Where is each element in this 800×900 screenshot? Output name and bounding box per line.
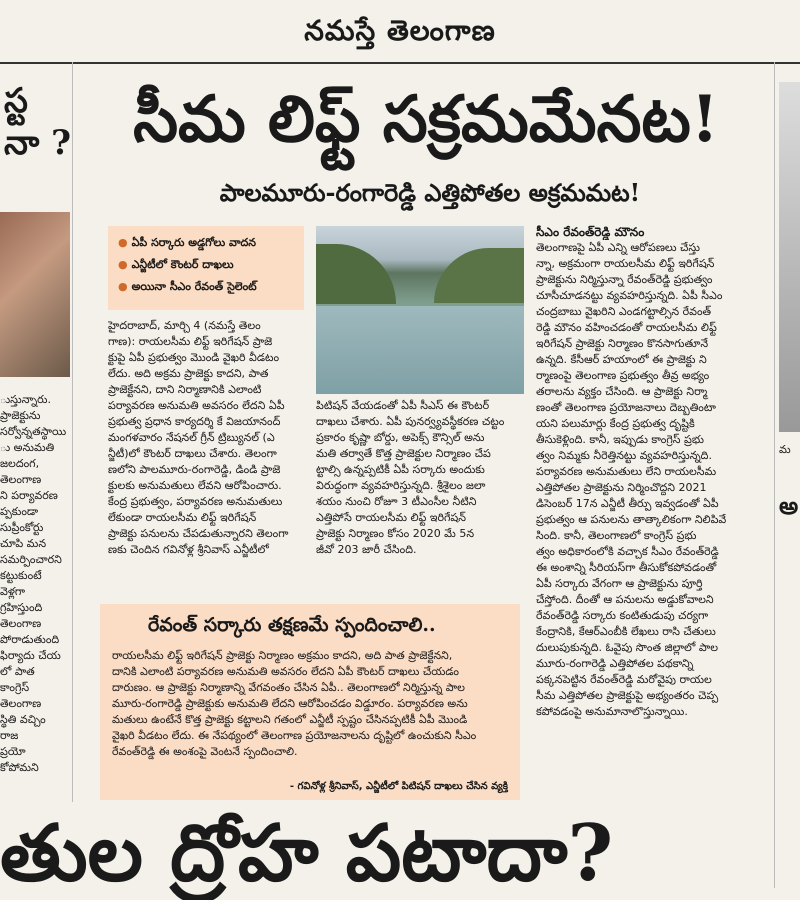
- text-line: సీమ ఎత్తిపోతల ప్రాజెక్టుపై అభ్యంతరం చెప్ప: [536, 689, 719, 702]
- article-subheadline: పాలమూరు-రంగారెడ్డి ఎత్తిపోతల అక్రమమట!: [219, 178, 641, 207]
- text-line: ప్రాజెక్టేనని, దాని నిర్మాణానికి ఎలాంటి: [108, 383, 262, 396]
- text-line: మంగళవారం నేషనల్ గ్రీన్ ట్రిబ్యునల్ (ఎ: [108, 431, 275, 444]
- right-adjacent-article: [774, 62, 800, 888]
- text-line: రేవంత్‌రెడ్డి సర్కారు కంటితుడుపు చర్యగా: [536, 609, 709, 622]
- text-line: తరాలను వ్యక్తం చేసింది. ఆ ప్రాజెక్టు నిర్మా: [536, 385, 708, 398]
- quote-box-title: రేవంత్ సర్కారు తక్షణమే స్పందించాలి..: [148, 614, 436, 636]
- right-article-photo: [779, 82, 800, 432]
- highlight-item: [108, 254, 304, 276]
- highlight-text: ఎన్జీటీలో కౌంటర్ దాఖలు: [131, 258, 234, 271]
- text-line: ఫిర్యాదు చేయ: [0, 649, 61, 662]
- text-line: మతులు ఉంటేనే కొత్త ప్రాజెక్టు కట్టాలని గతంలో ఎన్జీటీ స్పష్టం చేసినప్పటికీ ఏపీ మొండి: [112, 713, 468, 726]
- text-line: పోరాడుతుంది: [0, 633, 60, 646]
- bullet-icon: ●: [118, 236, 128, 249]
- text-line: రేవంత్‌రెడ్డి ఈ అంశంపై వెంటనే స్పందించాలి.: [112, 745, 298, 758]
- left-adjacent-article: [0, 62, 73, 802]
- text-line: కేంద్రానికి, కేఆర్‌ఎంబీకి లేఖలు రాసి చేతులు: [536, 625, 716, 638]
- text-line: క్టుపై ఏపీ ప్రభుత్వం మొండి వైఖరి వీడటం: [108, 351, 280, 364]
- text-line: ప్రభుత్వం ఆ పనులను తాత్కాలికంగా నిలిపివే: [536, 513, 727, 526]
- bullet-icon: ●: [118, 258, 128, 271]
- text-line: కేంద్ర ప్రభుత్వం, పర్యావరణ అనుమతులు: [108, 495, 283, 508]
- text-line: పిటిషన్ వేయడంతో ఏపీ సీఎస్ ఈ కౌంటర్: [316, 399, 490, 412]
- quote-box-body: [112, 648, 508, 760]
- text-line: చూసీచూడనట్టు వ్యవహరిస్తున్నది. ఏపీ సీఎం: [536, 289, 723, 302]
- text-line: ఏపీ సర్కారు వేగంగా ఆ ప్రాజెక్టును పూర్తి: [536, 577, 703, 590]
- text-line: కపోవడంపై అనుమానాలొస్తున్నాయి.: [536, 705, 688, 718]
- newspaper-name: నమస్తే తెలంగాణ: [304, 14, 496, 47]
- text-line: తెలంగాణ: [0, 617, 42, 630]
- text-line: ప్రయో: [0, 745, 26, 758]
- text-line: ప్రాజెక్టును: [0, 409, 41, 422]
- text-line: ప్రాజెక్టును నిర్మిస్తున్నా రేవంత్‌రెడ్డి ప్రభుత్వం: [536, 273, 713, 286]
- text-line: ప్రభుత్వ ప్రధాన కార్యదర్శి కే విజయానంద్: [108, 415, 281, 428]
- article-headline: సీమ లిఫ్ట్ సక్రమమేనట!: [133, 82, 719, 157]
- text-line: పర్యావరణ అనుమతులు లేని రాయలసీమ: [536, 465, 717, 478]
- text-line: మూరు-రంగారెడ్డి ఎత్తిపోతల పథకాన్ని: [536, 657, 694, 670]
- text-line: వైఖరి వీడటం లేదు. ఈ నేపథ్యంలో తెలంగాణ ప్రయోజనాలను దృష్టిలో ఉంచుకుని సీఎం: [112, 729, 477, 742]
- text-line: తెలంగాణ: [0, 697, 42, 710]
- right-article-text: [779, 442, 799, 520]
- left-article-photo: [0, 212, 70, 377]
- highlight-item: [108, 232, 304, 254]
- text-line: ర్మాణంపై తెలంగాణ ప్రభుత్వం తీవ్ర అభ్యం: [536, 369, 710, 382]
- article-column-2: [316, 398, 524, 558]
- column-subhead: సీఎం రేవంత్‌రెడ్డి మౌనం: [536, 225, 645, 239]
- text-line: శయం నుంచి రోజూ 3 టీఎంసీల నీటిని: [316, 495, 477, 508]
- text-line: లేకుండా రాయలసీమ లిఫ్ట్ ఇరిగేషన్: [108, 511, 257, 524]
- text-line: పక్కనపెట్టిన రేవంత్‌రెడ్డి మరోవైపు రాయల: [536, 673, 712, 686]
- text-line: సుప్రీంకోర్టు: [0, 521, 44, 534]
- text-line: ణలోని పాలమూరు-రంగారెడ్డి, డిండి ప్రాజె: [108, 463, 281, 476]
- text-line: చంద్రబాబు వైఖరిని ఎండగట్టాల్సిన రేవంత్: [536, 305, 712, 318]
- text-line: క్టులకు అనుమతులు లేవని ఆరోపించారు.: [108, 479, 282, 492]
- highlight-text: ఏపీ సర్కారు అడ్డగోలు వాదన: [131, 236, 257, 249]
- text-line: ుస్తున్నారు.: [0, 393, 51, 406]
- text-line: రాజ: [0, 729, 19, 742]
- quote-box: [100, 604, 520, 800]
- text-line: హైదరాబాద్, మార్చి 4 (నమస్తే తెలం: [108, 319, 261, 332]
- text-line: ప్రాజెక్టు పనులను చేపడుతున్నారని తెలంగా: [108, 527, 289, 540]
- text-line: డిసెంబర్ 17న ఎన్జీటీ తీర్పు ఇవ్వడంతో ఏపీ: [536, 497, 719, 510]
- text-line: తెలంగాణపై ఏపీ ఎన్ని ఆరోపణలు చేస్తు: [536, 241, 700, 254]
- text-line: రెడ్డి మౌనం వహించడంతో రాయలసీమ లిఫ్ట్: [536, 321, 717, 334]
- text-line: చూపి మన: [0, 537, 47, 550]
- text-line: ట్టాల్సి ఉన్నప్పటికీ ఏపీ సర్కారు అందుకు: [316, 463, 485, 476]
- text-line: త్వం అధికారంలోకి వచ్చాక సీఎం రేవంత్‌రెడ్డి: [536, 545, 719, 558]
- text-line: సమర్పించారని: [0, 553, 62, 566]
- highlight-item: [108, 276, 304, 298]
- text-line: ఈ అంశాన్ని సీరియస్‌గా తీసుకోకపోవడంతో: [536, 561, 717, 574]
- text-line: కాంగ్రెస్: [0, 681, 30, 694]
- text-line: గ్రహిస్తుంది: [0, 601, 43, 614]
- article-column-3: [536, 224, 770, 720]
- photo-water: [316, 306, 524, 394]
- text-line: మూరు-రంగారెడ్డి ప్రాజెక్టుకు అనుమతి లేదని ఆరోపించడం విడ్డూరం. పర్యావరణ అను: [112, 697, 468, 710]
- text-line: వెళ్లగా: [0, 585, 26, 598]
- text-line: లేదు. అది అక్రమ ప్రాజెక్టు కాదని, పాత: [108, 367, 269, 380]
- masthead: [0, 0, 800, 64]
- text-line: కోపోమని: [0, 761, 39, 774]
- left-headline-line: నా ?: [4, 123, 72, 163]
- text-line: తెలంగాణ: [0, 473, 42, 486]
- text-line: స్థితి వచ్చిం: [0, 713, 46, 726]
- highlights-box: [108, 226, 304, 310]
- text-line: మతి తర్వాతే కొత్త ప్రాజెక్టుల నిర్మాణం చేప: [316, 447, 491, 460]
- bullet-icon: ●: [118, 280, 128, 293]
- text-line: దారుణం. ఆ ప్రాజెక్టు నిర్మాణాన్ని వేగవంతం చేసిన ఏపీ.. తెలంగాణలో నిర్మిస్తున్న పాల: [112, 681, 465, 694]
- project-photo: [316, 226, 524, 394]
- left-headline-line: స్ట: [4, 81, 28, 121]
- text-line: ప్రాజెక్టు నిర్మాణం కోసం 2020 మే 5న: [316, 527, 475, 540]
- text-line: తీసుకెళ్లింది. కానీ, ఇప్పుడు కాంగ్రెస్ ప్రభు: [536, 433, 704, 446]
- text-line: ఉన్నది. కేసీఆర్ హయాంలో ఈ ప్రాజెక్టు ని: [536, 353, 707, 366]
- text-line: గాణ): రాయలసీమ లిఫ్ట్ ఇరిగేషన్ ప్రాజె: [108, 335, 273, 348]
- text-line: విరుద్ధంగా వ్యవహరిస్తున్నది. శ్రీశైలం జలా: [316, 479, 486, 492]
- photo-hill-left: [316, 244, 396, 304]
- text-line: అ: [779, 492, 799, 520]
- text-line: లో పాత: [0, 665, 35, 678]
- text-line: కట్టుకుంటే: [0, 569, 42, 582]
- text-line: పర్యావరణ అనుమతి అవసరం లేదని ఏపీ: [108, 399, 285, 412]
- text-line: ప్రకారం కృష్ణా బోర్డు, అపెక్స్ కౌన్సిల్ అను: [316, 431, 485, 444]
- text-line: ప్పకుండా: [0, 505, 39, 518]
- text-line: ఎత్తిపోసే రాయలసీమ లిఫ్ట్ ఇరిగేషన్: [316, 511, 466, 524]
- text-line: ఇరిగేషన్ ప్రాజెక్టు నిర్మాణం కొనసాగుతూనే: [536, 337, 709, 350]
- text-line: త్వం నిమ్మకు నీరెత్తినట్టు వ్యవహరిస్తున్నది.: [536, 449, 712, 462]
- text-line: సింది. కానీ, తెలంగాణలో కాంగ్రెస్ ప్రభు: [536, 529, 697, 542]
- text-line: చేస్తోంది. దీంతో ఆ పనులను అడ్డుకోవాలని: [536, 593, 714, 606]
- photo-hill-right: [434, 248, 524, 303]
- text-line: రాయలసీమ లిఫ్ట్ ఇరిగేషన్ ప్రాజెక్టు నిర్మాణం అక్రమం కాదని, అది పాత ప్రాజెక్టేనని,: [112, 649, 453, 662]
- text-line: ణకు చెందిన గవినోళ్ల శ్రీనివాస్ ఎన్జీటీలో: [108, 543, 269, 556]
- text-line: ని పర్యావరణ: [0, 489, 58, 502]
- text-line: యని పలుమార్లు కేంద్ర ప్రభుత్వ దృష్టికి: [536, 417, 695, 430]
- left-article-text: [0, 392, 70, 776]
- text-line: ణంతో తెలంగాణ ప్రయోజనాలు దెబ్బతింటా: [536, 401, 716, 414]
- quote-signature: - గవినోళ్ల శ్రీనివాస్, ఎన్జీటీలో పిటిషన్ దాఖలు చేసిన వ్యక్తి: [289, 781, 508, 792]
- text-line: న్నా, అక్రమంగా రాయలసీమ లిఫ్ట్ ఇరిగేషన్: [536, 257, 715, 270]
- text-line: దులుపుకున్నది. ఓవైపు సొంత జిల్లాలో పాల: [536, 641, 719, 654]
- next-article-headline: తుల ద్రోహ పటాదా?: [0, 808, 614, 899]
- text-line: మ: [779, 443, 791, 456]
- text-line: దానికి ఎలాంటి పర్యావరణ అనుమతి అవసరం లేదని ఏపీ కౌంటర్ దాఖలు చేయడం: [112, 665, 459, 678]
- text-line: దాఖలు చేశారు. ఏపీ పునర్వ్యవస్థీకరణ చట్టం: [316, 415, 505, 428]
- text-line: న్జీటీ)లో కౌంటర్ దాఖలు చేశారు. తెలంగా: [108, 447, 277, 460]
- highlight-text: అయినా సీఎం రేవంత్ సైలెంట్: [131, 280, 257, 293]
- text-line: జలదంగ,: [0, 457, 40, 470]
- text-line: జీవో 203 జారీ చేసింది.: [316, 543, 417, 556]
- text-line: ఎత్తిపోతల ప్రాజెక్టును నిర్మించొద్దని 2021: [536, 481, 707, 494]
- text-line: సర్వోన్నతస్థాయి: [0, 425, 67, 438]
- article-column-1: [108, 318, 304, 558]
- text-line: ు అనుమతి: [0, 441, 55, 454]
